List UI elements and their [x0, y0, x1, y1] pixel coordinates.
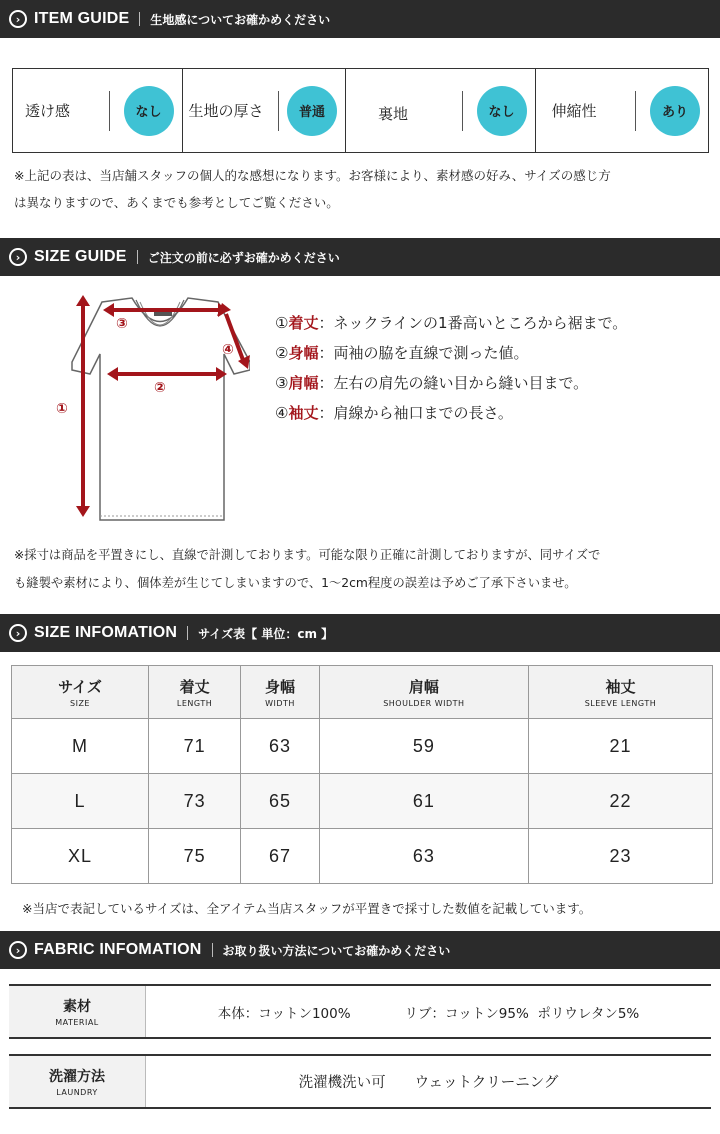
section-title: ITEM GUIDE	[34, 10, 130, 27]
guide-value-badge: あり	[650, 86, 700, 136]
guide-cell-stretch	[536, 69, 709, 152]
column-header: 着丈 LENGTH	[149, 666, 241, 719]
marker-3: ③	[116, 316, 128, 332]
material-value: 本体：コットン100% リブ：コットン95% ポリウレタン5%	[217, 1005, 640, 1022]
size-table	[11, 665, 713, 884]
tshirt-diagram	[50, 290, 250, 530]
section-title: FABRIC INFOMATION	[34, 941, 202, 958]
size-guide-header	[0, 238, 720, 276]
guide-value-badge: 普通	[287, 86, 337, 136]
legend-item: ④袖丈：肩線から袖口までの長さ。	[275, 404, 513, 422]
size-info-header	[0, 614, 720, 652]
marker-4: ④	[222, 342, 234, 358]
divider	[109, 91, 110, 131]
note-line: ※採寸は商品を平置きにし、直線で計測しております。可能な限り正確に計測しておりますが、同サイズで	[14, 548, 601, 562]
guide-label: 生地の厚さ	[188, 102, 264, 120]
laundry-label-en: LAUNDRY	[56, 1088, 98, 1097]
legend-item: ②身幅：両袖の脇を直線で測った値。	[275, 344, 529, 362]
guide-cell-transparency	[13, 69, 183, 152]
value-cell: 59	[319, 719, 528, 774]
value-cell: 65	[241, 774, 320, 829]
guide-cell-thickness	[183, 69, 347, 152]
divider	[278, 91, 279, 131]
value-cell: 23	[528, 829, 712, 884]
material-label-en: MATERIAL	[55, 1018, 99, 1027]
value-cell: 61	[319, 774, 528, 829]
arrow-head	[76, 506, 90, 517]
laundry-header	[9, 1056, 146, 1107]
size-info-note: ※当店で表記しているサイズは、全アイテム当店スタッフが平置きで採寸した数値を記載しています。	[22, 901, 592, 916]
column-header: 袖丈 SLEEVE LENGTH	[528, 666, 712, 719]
size-cell: L	[12, 774, 149, 829]
column-header: サイズ SIZE	[12, 666, 149, 719]
table-row	[12, 774, 713, 829]
chevron-right-icon: ›	[9, 248, 27, 266]
guide-value-badge: なし	[124, 86, 174, 136]
legend-item: ③肩幅：左右の肩先の縫い目から縫い目まで。	[275, 374, 589, 392]
value-cell: 73	[149, 774, 241, 829]
material-label: 素材	[63, 999, 91, 1015]
value-cell: 75	[149, 829, 241, 884]
value-cell: 22	[528, 774, 712, 829]
divider	[187, 626, 188, 640]
item-guide-table	[12, 68, 709, 153]
value-cell: 63	[319, 829, 528, 884]
divider	[139, 12, 140, 26]
section-subtitle: ご注文の前に必ずお確かめください	[147, 250, 340, 265]
arrow-head	[76, 295, 90, 306]
divider	[137, 250, 138, 264]
section-subtitle: お取り扱い方法についてお確かめください	[222, 943, 451, 958]
item-guide-header	[0, 0, 720, 38]
divider	[462, 91, 463, 131]
note-line: は異なりますので、あくまでも参考としてご覧ください。	[14, 195, 339, 210]
guide-cell-lining	[346, 69, 536, 152]
value-cell: 71	[149, 719, 241, 774]
fabric-info-header	[0, 931, 720, 969]
note-line: ※上記の表は、当店舗スタッフの個人的な感想になります。お客様により、素材感の好み、サイズの感じ方	[14, 168, 611, 183]
chevron-right-icon: ›	[9, 941, 27, 959]
laundry-label: 洗濯方法	[49, 1069, 105, 1085]
chevron-right-icon: ›	[9, 10, 27, 28]
section-title: SIZE GUIDE	[34, 248, 127, 265]
size-guide-note	[14, 541, 714, 597]
marker-2: ②	[154, 380, 166, 396]
section-subtitle: サイズ表【 単位：cm 】	[198, 626, 334, 641]
note-line: も縫製や素材により、個体差が生じてしまいますので、1〜2cm程度の誤差は予めご了承下さいませ。	[14, 576, 577, 590]
value-cell: 21	[528, 719, 712, 774]
column-header: 身幅 WIDTH	[241, 666, 320, 719]
guide-label: 裏地	[378, 105, 409, 123]
guide-value-badge: なし	[477, 86, 527, 136]
size-guide-legend	[275, 308, 627, 428]
laundry-row	[9, 1054, 711, 1109]
table-row	[12, 829, 713, 884]
guide-label: 伸縮性	[551, 102, 597, 120]
column-header: 肩幅 SHOULDER WIDTH	[319, 666, 528, 719]
material-row	[9, 984, 711, 1039]
item-guide-note	[14, 162, 714, 216]
table-row	[12, 719, 713, 774]
table-header-row	[12, 666, 713, 719]
tag	[154, 312, 172, 316]
legend-item: ①着丈：ネックラインの1番高いところから裾まで。	[275, 314, 628, 332]
divider	[212, 943, 213, 957]
material-header	[9, 986, 146, 1037]
guide-label: 透け感	[25, 102, 71, 120]
tshirt-outline	[72, 298, 250, 520]
chevron-right-icon: ›	[9, 624, 27, 642]
marker-1: ①	[56, 401, 68, 417]
size-cell: M	[12, 719, 149, 774]
section-subtitle: 生地感についてお確かめください	[150, 12, 331, 27]
divider	[635, 91, 636, 131]
size-cell: XL	[12, 829, 149, 884]
section-title: SIZE INFOMATION	[34, 624, 178, 641]
value-cell: 67	[241, 829, 320, 884]
laundry-value: 洗濯機洗い可 ウェットクリーニング	[298, 1075, 559, 1091]
value-cell: 63	[241, 719, 320, 774]
